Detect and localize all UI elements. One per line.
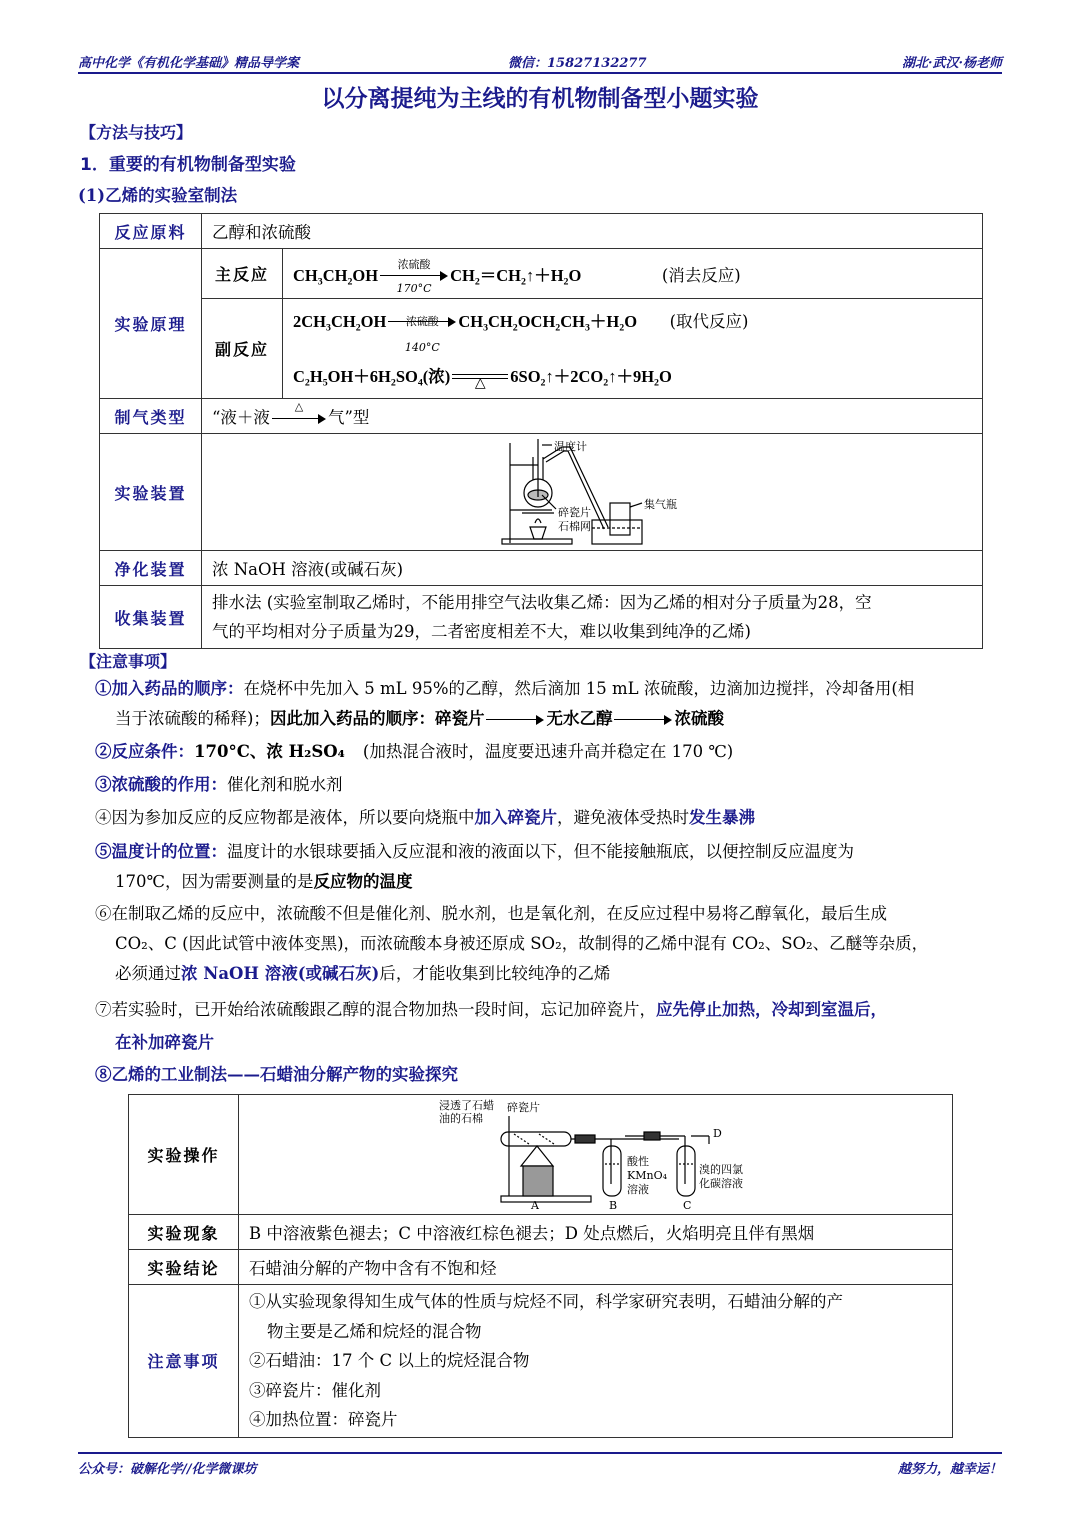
note-6 — [95, 899, 1015, 989]
main-reaction-label: 主反应 — [202, 249, 283, 299]
op-label: 实验操作 — [129, 1095, 239, 1215]
label-paraffin-2: 油的石棉 — [439, 1112, 483, 1125]
label-bromine-2: 化碳溶液 — [699, 1177, 743, 1190]
side1-right: CH₃CH₂OCH₂CH₃＋H₂O — [458, 311, 638, 331]
t2-notes-value — [239, 1285, 953, 1438]
gas-type-label: 制气类型 — [100, 399, 202, 434]
gas-type-value — [202, 399, 983, 434]
page-title: 以分离提纯为主线的有机物制备型小题实验 — [321, 86, 759, 112]
collect-label: 收集装置 — [100, 586, 202, 649]
phenomenon-value: B 中溶液紫色褪去；C 中溶液红棕色褪去；D 处点燃后，火焰明亮且伴有黑烟 — [239, 1215, 953, 1250]
t2-note-1b: 物主要是乙烯和烷烃的混合物 — [267, 1321, 482, 1341]
side1-cond-bottom: 140°C — [404, 341, 440, 354]
label-gas-bottle: 集气瓶 — [644, 498, 677, 511]
raw-value: 乙醇和浓硫酸 — [202, 214, 983, 249]
side2-cond: △ — [474, 375, 486, 391]
note-4-text-2: ，避免液体受热时 — [557, 808, 689, 827]
side2-arrow — [452, 372, 508, 391]
phenomenon-label: 实验现象 — [129, 1215, 239, 1250]
gas-cond: △ — [294, 399, 304, 413]
main-left: CH₃CH₂OH — [293, 265, 379, 285]
label-thermometer: 温度计 — [554, 440, 587, 453]
side1-arrow — [388, 315, 456, 354]
side2-right: 6SO₂↑＋2CO₂↑＋9H₂O — [510, 366, 672, 386]
header-left: 高中化学《有机化学基础》精品导学案 — [78, 56, 300, 71]
note-4-text-1: ④因为参加反应的反应物都是液体，所以要向烧瓶中 — [95, 808, 475, 827]
label-C: C — [683, 1199, 692, 1212]
t2-note-4: ④加热位置：碎瓷片 — [249, 1410, 398, 1429]
note-4-bumping: 发生暴沸 — [689, 808, 755, 827]
gas-arrow — [272, 399, 326, 424]
paraffin-apparatus-diagram — [239, 1096, 951, 1214]
label-kmno4-1: 酸性 — [627, 1155, 649, 1168]
footer-left: 公众号：破解化学//化学微课坊 — [78, 1462, 257, 1477]
label-bromine-1: 溴的四氯 — [699, 1163, 743, 1176]
label-asbestos: 石棉网 — [558, 520, 591, 533]
raw-label: 反应原料 — [100, 214, 202, 249]
t2-note-3: ③碎瓷片：催化剂 — [249, 1380, 381, 1400]
label-B: B — [609, 1199, 618, 1212]
paraffin-table — [128, 1094, 953, 1438]
note-3 — [95, 770, 343, 800]
gas-right: 气”型 — [327, 408, 370, 427]
note-1-ethanol: 无水乙醇 — [546, 709, 613, 728]
side1-left: 2CH₃CH₂OH — [293, 311, 387, 331]
label-chips-2: 碎瓷片 — [507, 1101, 540, 1114]
label-kmno4 — [627, 1155, 667, 1197]
label-kmno4-3: 溶液 — [627, 1183, 649, 1196]
note-1-title: ①加入药品的顺序： — [95, 679, 244, 698]
note-1-acid: 浓硫酸 — [674, 709, 724, 728]
purify-label: 净化装置 — [100, 551, 202, 586]
page-header — [78, 52, 1002, 72]
note-2 — [95, 737, 733, 767]
side-reaction-label: 副反应 — [202, 299, 283, 399]
note-3-title: ③浓硫酸的作用： — [95, 775, 227, 794]
note-1-text: 在烧杯中先加入 5 mL 95%的乙醇，然后滴加 15 mL 浓硫酸，边滴加边搅拌，冷却备用(相 — [243, 679, 915, 698]
main-cond-bottom: 170°C — [396, 282, 432, 295]
note-6-text: 必须通过 — [115, 964, 181, 983]
gas-left: “液＋液 — [212, 408, 270, 427]
note-1-order: 因此加入药品的顺序：碎瓷片 — [269, 709, 485, 728]
note-7-bold-2: 在补加碎瓷片 — [115, 1033, 214, 1052]
note-1-text-2: 当于浓硫酸的稀释)； — [115, 709, 270, 728]
note-6-naoh: 浓 NaOH 溶液(或碱石灰) — [181, 964, 380, 983]
header-wechat: 微信：15827132277 — [508, 56, 647, 71]
collect-line-2: 气的平均相对分子质量为29，二者密度相差不大，难以收集到纯净的乙烯) — [212, 622, 751, 641]
t2-note-2: ②石蜡油：17 个 C 以上的烷烃混合物 — [249, 1351, 530, 1370]
note-3-text: 催化剂和脱水剂 — [227, 775, 343, 794]
collect-line-1: 排水法 (实验室制取乙烯时，不能用排空气法收集乙烯：因为乙烯的相对分子质量为28，空 — [212, 593, 872, 612]
subsection-heading: (1)乙烯的实验室制法 — [78, 186, 238, 205]
main-arrow — [380, 258, 448, 295]
conclusion-value: 石蜡油分解的产物中含有不饱和烃 — [239, 1250, 953, 1285]
main-right: CH₂＝CH₂↑＋H₂O — [450, 265, 582, 285]
note-6-line-2: CO₂、C (因此试管中液体变黑)，而浓硫酸本身被还原成 SO₂，故制得的乙烯中混有 CO₂、SO₂、乙醚等杂质， — [115, 934, 929, 953]
note-5-text-2: 170℃，因为需要测量的是 — [115, 872, 314, 891]
main-cond-top: 浓硫酸 — [397, 258, 431, 271]
side1-type: (取代反应) — [669, 311, 749, 331]
note-4 — [95, 803, 755, 833]
label-chips: 碎瓷片 — [558, 506, 591, 519]
section-heading: 1．重要的有机物制备型实验 — [80, 155, 296, 175]
note-5-text: 温度计的水银球要插入反应混和液的液面以下，但不能接触瓶底，以便控制反应温度为 — [227, 842, 854, 861]
label-paraffin-1: 浸透了石蜡 — [439, 1099, 494, 1112]
notes-label: 【注意事项】 — [80, 652, 177, 671]
note-1 — [95, 674, 1015, 734]
main-reaction — [283, 249, 983, 299]
side1-cond-top: 浓硫酸 — [405, 315, 439, 328]
ethylene-table — [99, 213, 983, 649]
header-right: 湖北·武汉·杨老师 — [901, 56, 1002, 71]
label-bromine — [699, 1163, 743, 1191]
note-2-cond: 170°C、浓 H₂SO₄ — [194, 742, 345, 761]
conclusion-label: 实验结论 — [129, 1250, 239, 1285]
principle-label: 实验原理 — [100, 249, 202, 399]
note-5-title: ⑤温度计的位置： — [95, 842, 227, 861]
note-7 — [95, 993, 1015, 1059]
label-kmno4-2: KMnO₄ — [627, 1169, 667, 1182]
label-A: A — [531, 1199, 539, 1212]
note-2-text: (加热混合液时，温度要迅速升高并稳定在 170 ℃) — [362, 742, 734, 761]
note-5-bold: 反应物的温度 — [313, 872, 413, 891]
side2-left: C₂H₅OH＋6H₂SO₄(浓) — [293, 366, 451, 386]
op-cell — [239, 1095, 953, 1215]
label-D: D — [713, 1127, 722, 1140]
note-6-line-1: ⑥在制取乙烯的反应中，浓硫酸不但是催化剂、脱水剂，也是氧化剂，在反应过程中易将乙醇氧化，最后生成 — [95, 904, 887, 923]
note-7-text: ⑦若实验时，已开始给浓硫酸跟乙醇的混合物加热一段时间，忘记加碎瓷片， — [95, 1000, 656, 1019]
main-type: (消去反应) — [661, 265, 741, 285]
note-8: ⑧乙烯的工业制法——石蜡油分解产物的实验探究 — [95, 1065, 458, 1084]
footer-divider — [78, 1452, 1002, 1454]
ethylene-apparatus-diagram — [202, 435, 982, 550]
t2-notes-label: 注意事项 — [129, 1285, 239, 1438]
note-4-chips: 加入碎瓷片 — [474, 808, 557, 827]
note-1-arrow-1 — [486, 715, 544, 725]
label-paraffin — [439, 1099, 494, 1125]
t2-note-1a: ①从实验现象得知生成气体的性质与烷烃不同，科学家研究表明，石蜡油分解的产 — [249, 1292, 843, 1311]
footer-right: 越努力，越幸运！ — [897, 1462, 1002, 1477]
note-6-text-2: 后，才能收集到比较纯净的乙烯 — [379, 964, 611, 983]
method-label: 【方法与技巧】 — [80, 123, 193, 142]
header-divider — [78, 72, 1002, 74]
note-2-title: ②反应条件： — [95, 742, 194, 761]
collect-value — [202, 586, 983, 649]
note-5 — [95, 837, 1015, 897]
side-reactions — [283, 299, 983, 399]
apparatus-cell — [202, 434, 983, 551]
purify-value: 浓 NaOH 溶液(或碱石灰) — [202, 551, 983, 586]
note-7-bold: 应先停止加热，冷却到室温后， — [656, 1000, 887, 1019]
note-1-arrow-2 — [614, 715, 672, 725]
apparatus-label: 实验装置 — [100, 434, 202, 551]
